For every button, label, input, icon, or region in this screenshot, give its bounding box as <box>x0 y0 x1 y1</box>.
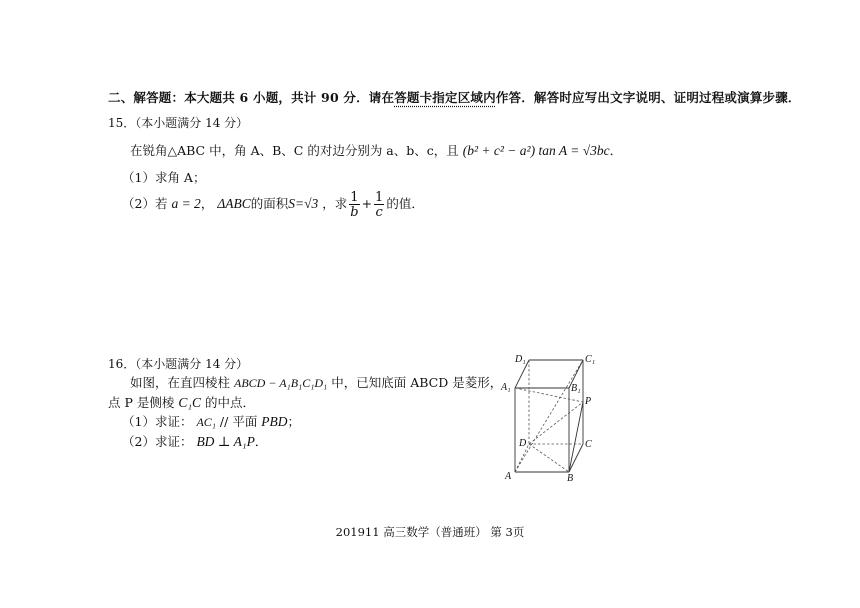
segment-pb <box>569 402 583 472</box>
q16-part2-statement: BD ⊥ A₁P <box>196 434 255 449</box>
q16-stem-line1-post: 中，已知底面 ABCD 是菱形， <box>331 375 503 390</box>
label-d1: D₁ <box>515 354 526 365</box>
section-header-post: 作答．解答时应写出文字说明、证明过程或演算步骤． <box>495 90 801 105</box>
q15-stem <box>130 141 622 159</box>
section-header <box>108 88 801 106</box>
q15-part2-area: S=√3 <box>288 196 319 211</box>
label-b1: B₁ <box>571 383 581 394</box>
section-header-pre: 二、解答题：本大题共 6 小题，共计 90 分．请在 <box>108 90 395 105</box>
q16-part1-end: ； <box>287 414 301 429</box>
prism-figure <box>495 348 605 484</box>
q16-part1 <box>122 412 300 430</box>
q16-edge-name: C₁C <box>178 395 202 410</box>
q15-part2-mid3: ，求 <box>322 196 348 211</box>
label-b: B <box>567 473 574 484</box>
q15-part2 <box>122 187 424 221</box>
q16-part2 <box>122 432 267 450</box>
q15-part2-pre: （2）若 <box>122 196 168 211</box>
q15-part1: （1）求角 A； <box>122 170 206 185</box>
frac2-denominator: c <box>375 204 383 220</box>
q15-number: 15．（本小题满分 14 分） <box>108 116 249 130</box>
q15-part2-end: 的值． <box>386 196 424 211</box>
q16-stem-line2 <box>108 393 255 411</box>
frac1-numerator: 1 <box>350 189 359 205</box>
q16-stem-line1 <box>130 373 502 391</box>
q16-number: 16．（本小题满分 14 分） <box>108 357 249 371</box>
label-a1: A₁ <box>501 382 511 393</box>
edge-bc <box>569 444 583 472</box>
label-c: C <box>585 439 592 450</box>
frac2-numerator: 1 <box>375 189 384 205</box>
q15-part2-mid2: 的面积 <box>250 196 289 211</box>
q16-prism-name: ABCD − A₁B₁C₁D₁ <box>234 376 328 390</box>
q15-stem-text: 在锐角△ABC 中，角 A、B、C 的对边分别为 a、b、c，且 <box>130 143 459 158</box>
q16-part1-mid: // 平面 <box>215 414 262 429</box>
page-footer: 201911 高三数学（普通班） 第 3页 <box>335 525 525 539</box>
q15-part2-a: a = 2 <box>171 196 201 211</box>
section-header-dotted: 答题卡指定区域内 <box>394 90 496 105</box>
q15-part2-triangle: ΔABC <box>217 196 251 211</box>
q16-stem-line1-pre: 如图，在直四棱柱 <box>130 375 231 390</box>
q16-part2-pre: （2）求证： <box>122 434 193 449</box>
q16-stem-line2-pre: 点 P 是侧棱 <box>108 395 175 410</box>
hidden-segment-dp <box>529 402 583 444</box>
q15-frac-1-over-b <box>349 191 359 219</box>
q15-plus: + <box>361 196 373 211</box>
q16-part1-plane: PBD <box>261 414 288 429</box>
q16-stem-line2-post: 的中点． <box>205 395 256 410</box>
q16-part1-line: AC₁ <box>196 415 216 429</box>
label-p: P <box>585 396 592 407</box>
label-a: A <box>505 471 512 482</box>
label-d: D <box>519 438 527 449</box>
frac1-denominator: b <box>350 204 359 220</box>
q15-stem-formula: (b² + c² − a²) tan A = √3bc <box>462 143 610 158</box>
label-c1: C₁ <box>585 354 596 365</box>
hidden-segment-bd <box>529 444 569 472</box>
q15-frac-1-over-c <box>374 191 384 219</box>
q16-part1-pre: （1）求证： <box>122 414 193 429</box>
q16-part2-end: ． <box>254 434 268 449</box>
q15-stem-end: ． <box>609 143 623 158</box>
q15-part2-mid: ， <box>200 196 214 211</box>
